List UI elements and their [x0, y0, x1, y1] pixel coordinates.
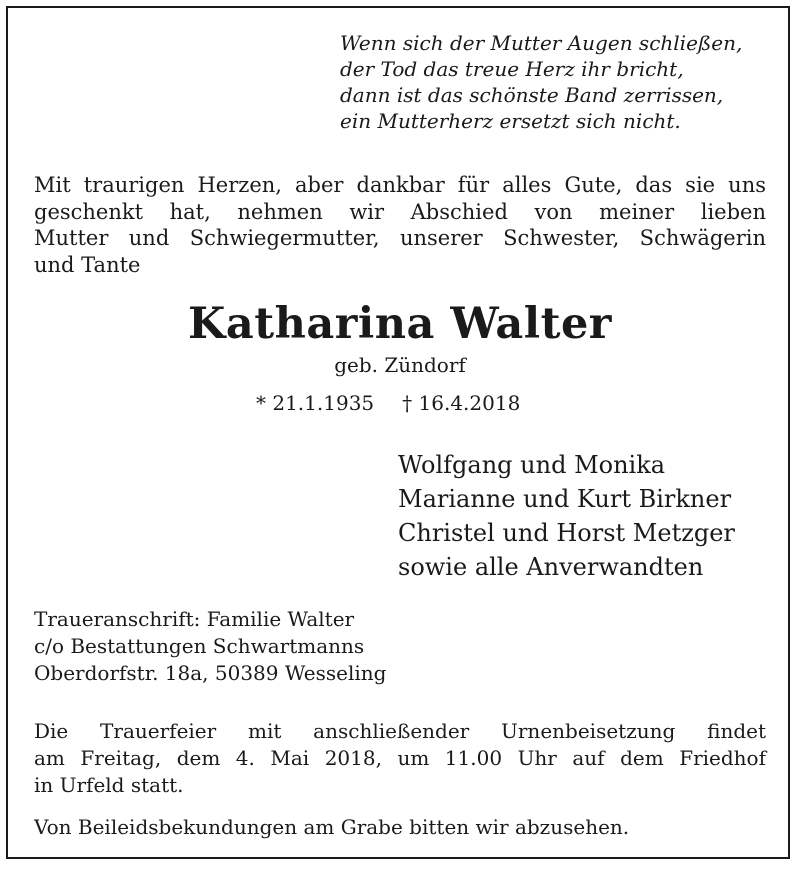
- death-date: † 16.4.2018: [402, 391, 521, 415]
- family-member: Marianne und Kurt Birkner: [398, 485, 732, 513]
- address-line: Traueranschrift: Familie Walter: [34, 607, 355, 631]
- intro-line: geschenkt hat, nehmen wir Abschied von meiner lieben: [34, 199, 766, 224]
- ceremony-line: am Freitag, dem 4. Mai 2018, um 11.00 Uhr auf dem Friedhof: [34, 746, 766, 770]
- family-member: Wolfgang und Monika: [398, 451, 666, 479]
- address-line: c/o Bestattungen Schwartmanns: [34, 634, 365, 658]
- intro-line: Mutter und Schwiegermutter, unserer Schwester, Schwägerin: [34, 226, 766, 250]
- poem-line: dann ist das schönste Band zerrissen,: [340, 83, 724, 107]
- ceremony-line: Die Trauerfeier mit anschließender Urnenbeisetzung findet: [34, 719, 766, 743]
- life-dates: [256, 390, 520, 416]
- ceremony-line: in Urfeld statt.: [34, 773, 184, 797]
- birth-date: * 21.1.1935: [256, 391, 375, 415]
- poem-line: ein Mutterherz ersetzt sich nicht.: [340, 109, 681, 133]
- family-member: Christel und Horst Metzger: [398, 519, 735, 547]
- family-member: sowie alle Anverwandten: [398, 553, 704, 581]
- poem-line: Wenn sich der Mutter Augen schließen,: [340, 31, 743, 55]
- family-list: [398, 448, 735, 584]
- mourning-address: [34, 606, 386, 687]
- ceremony-info: [34, 718, 766, 799]
- deceased-name: Katharina Walter: [188, 299, 612, 349]
- maiden-name: geb. Zündorf: [334, 353, 466, 377]
- closing-note: Von Beileidsbekundungen am Grabe bitten wir abzusehen.: [34, 815, 630, 839]
- intro-line: und Tante: [34, 252, 141, 277]
- intro-line: Mit traurigen Herzen, aber dankbar für alles Gute, das sie uns: [34, 173, 766, 197]
- address-line: Oberdorfstr. 18a, 50389 Wesseling: [34, 661, 387, 685]
- poem-line: der Tod das treue Herz ihr bricht,: [340, 57, 684, 81]
- poem: [340, 30, 780, 134]
- intro-paragraph: [34, 172, 766, 278]
